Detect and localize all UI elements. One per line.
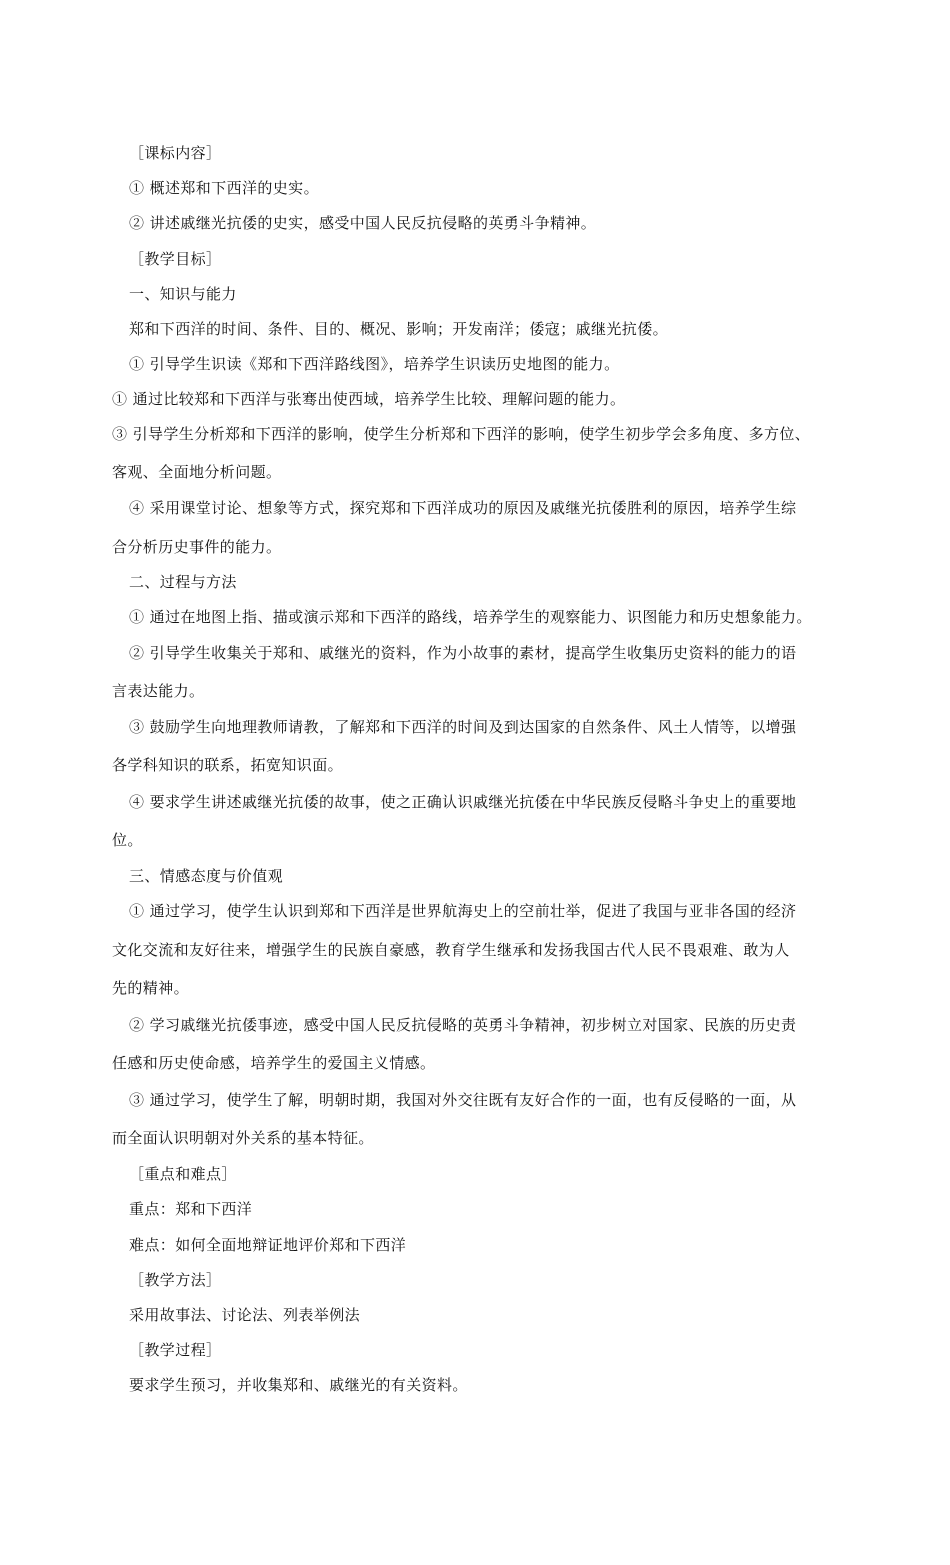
- values-item-1-line-3: 先的精神。: [112, 979, 190, 997]
- process-item-2-line-2: 言表达能力。: [112, 682, 205, 700]
- process-item-2-line-1: ② 引导学生收集关于郑和、戚继光的资料，作为小故事的素材，提高学生收集历史资料的能力的语: [129, 644, 797, 662]
- process-item-3-line-1: ③ 鼓励学生向地理教师请教，了解郑和下西洋的时间及到达国家的自然条件、风土人情等，以增强: [129, 718, 797, 736]
- methods-text: 采用故事法、讨论法、列表举例法: [129, 1306, 361, 1324]
- knowledge-heading: 一、知识与能力: [129, 285, 237, 303]
- values-item-1-line-1: ① 通过学习，使学生认识到郑和下西洋是世界航海史上的空前壮举，促进了我国与亚非各国的经济: [129, 902, 797, 920]
- values-item-2-line-2: 任感和历史使命感，培养学生的爱国主义情感。: [112, 1054, 436, 1072]
- curriculum-item-1: ① 概述郑和下西洋的史实。: [129, 179, 319, 197]
- values-item-3-line-1: ③ 通过学习，使学生了解，明朝时期，我国对外交往既有友好合作的一面，也有反侵略的一面，从: [129, 1091, 797, 1109]
- knowledge-item-4-line-2: 合分析历史事件的能力。: [112, 538, 282, 556]
- values-heading: 三、情感态度与价值观: [129, 867, 284, 885]
- process-item-3-line-2: 各学科知识的联系，拓宽知识面。: [112, 756, 344, 774]
- process-item-1: ① 通过在地图上指、描或演示郑和下西洋的路线，培养学生的观察能力、识图能力和历史想象能力。: [129, 608, 812, 626]
- values-item-3-line-2: 而全面认识明朝对外关系的基本特征。: [112, 1129, 374, 1147]
- curriculum-heading: ［课标内容］: [129, 144, 222, 162]
- values-item-2-line-1: ② 学习戚继光抗倭事迹，感受中国人民反抗侵略的英勇斗争精神，初步树立对国家、民族的历史责: [129, 1016, 797, 1034]
- keypoint-text: 重点：郑和下西洋: [129, 1200, 253, 1218]
- knowledge-item-1: ① 引导学生识读《郑和下西洋路线图》，培养学生识读历史地图的能力。: [129, 355, 620, 373]
- curriculum-item-2: ② 讲述戚继光抗倭的史实，感受中国人民反抗侵略的英勇斗争精神。: [129, 214, 597, 232]
- process-item-4-line-1: ④ 要求学生讲述戚继光抗倭的故事，使之正确认识戚继光抗倭在中华民族反侵略斗争史上的重要地: [129, 793, 797, 811]
- process-item-4-line-2: 位。: [112, 831, 143, 849]
- values-item-1-line-2: 文化交流和友好往来，增强学生的民族自豪感，教育学生继承和发扬我国古代人民不畏艰难、敢为人: [112, 941, 790, 959]
- objectives-heading: ［教学目标］: [129, 250, 222, 268]
- procedure-text: 要求学生预习，并收集郑和、戚继光的有关资料。: [129, 1376, 468, 1394]
- process-heading: 二、过程与方法: [129, 573, 237, 591]
- methods-heading: ［教学方法］: [129, 1271, 222, 1289]
- procedure-heading: ［教学过程］: [129, 1341, 222, 1359]
- knowledge-item-4-line-1: ④ 采用课堂讨论、想象等方式，探究郑和下西洋成功的原因及戚继光抗倭胜利的原因，培养学生综: [129, 499, 797, 517]
- knowledge-item-3-line-2: 客观、全面地分析问题。: [112, 463, 282, 481]
- knowledge-item-3-line-1: ③ 引导学生分析郑和下西洋的影响，使学生分析郑和下西洋的影响，使学生初步学会多角度、多方位、: [112, 425, 811, 443]
- knowledge-text: 郑和下西洋的时间、条件、目的、概况、影响；开发南洋；倭寇；戚继光抗倭。: [129, 320, 669, 338]
- knowledge-item-2: ① 通过比较郑和下西洋与张骞出使西域，培养学生比较、理解问题的能力。: [112, 390, 626, 408]
- difficulty-text: 难点：如何全面地辩证地评价郑和下西洋: [129, 1236, 407, 1254]
- keypoints-heading: ［重点和难点］: [129, 1165, 237, 1183]
